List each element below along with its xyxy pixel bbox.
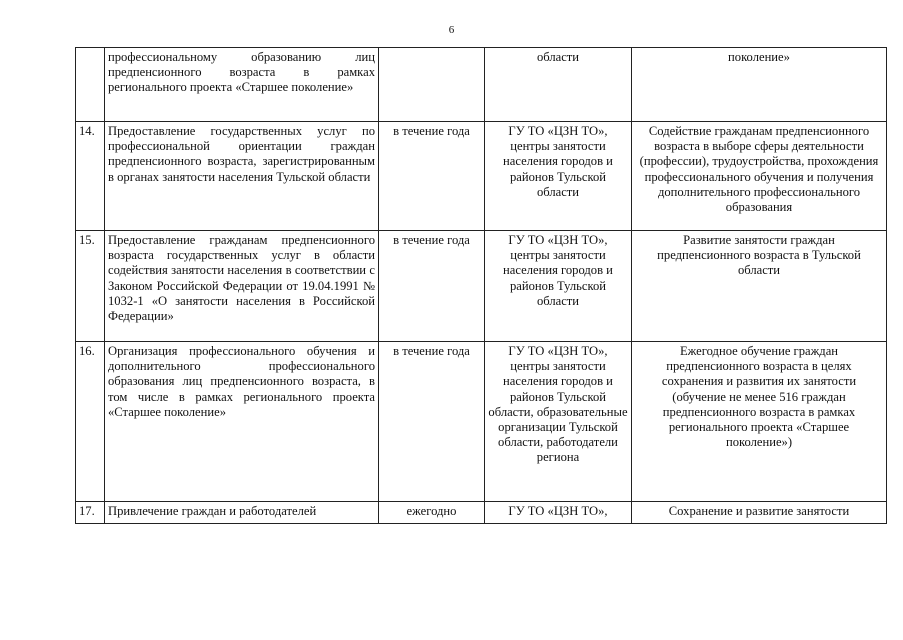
row-number: 17. [76, 502, 105, 524]
event-description: Предоставление государственных услуг по профессиональной ориентации граждан предпенсионного возраста, зарегистрированным в органах занятости населения Тульской области [105, 122, 379, 231]
page-number: 6 [448, 24, 455, 36]
expected-result: поколение» [632, 48, 887, 122]
term: ежегодно [379, 502, 485, 524]
term: в течение года [379, 122, 485, 231]
term: в течение года [379, 342, 485, 502]
executor: ГУ ТО «ЦЗН ТО», центры занятости населения городов и районов Тульской области [485, 231, 632, 342]
executor: области [485, 48, 632, 122]
row-number [76, 48, 105, 122]
event-description: Предоставление гражданам предпенсионного возраста государственных услуг в области содействия занятости населения в соответствии с Законом Российской Федерации от 19.04.1991 № 1032-1 «О занятости населения в Российской Федерации» [105, 231, 379, 342]
expected-result: Развитие занятости граждан предпенсионного возраста в Тульской области [632, 231, 887, 342]
table-row [76, 231, 887, 342]
event-description: профессиональному образованию лиц предпенсионного возраста в рамках регионального проекта «Старшее поколение» [105, 48, 379, 122]
table-row [76, 122, 887, 231]
table-row [76, 342, 887, 502]
row-number: 16. [76, 342, 105, 502]
expected-result: Содействие гражданам предпенсионного возраста в выборе сферы деятельности (профессии), трудоустройства, прохождения профессионального обучения и получения дополнительного профессионального образования [632, 122, 887, 231]
event-description: Привлечение граждан и работодателей [105, 502, 379, 524]
table-row [76, 48, 887, 122]
executor: ГУ ТО «ЦЗН ТО», [485, 502, 632, 524]
term [379, 48, 485, 122]
event-description: Организация профессионального обучения и дополнительного профессионального образования лиц предпенсионного возраста, в том числе в рамках регионального проекта «Старшее поколение» [105, 342, 379, 502]
table-row [76, 502, 887, 524]
expected-result: Сохранение и развитие занятости [632, 502, 887, 524]
row-number: 15. [76, 231, 105, 342]
measures-table [75, 47, 887, 524]
row-number: 14. [76, 122, 105, 231]
executor: ГУ ТО «ЦЗН ТО», центры занятости населения городов и районов Тульской области, образовательные организации Тульской области, работодатели региона [485, 342, 632, 502]
term: в течение года [379, 231, 485, 342]
executor: ГУ ТО «ЦЗН ТО», центры занятости населения городов и районов Тульской области [485, 122, 632, 231]
expected-result: Ежегодное обучение граждан предпенсионного возраста в целях сохранения и развития их занятости (обучение не менее 516 граждан предпенсионного возраста в рамках регионального проекта «Старшее поколение») [632, 342, 887, 502]
